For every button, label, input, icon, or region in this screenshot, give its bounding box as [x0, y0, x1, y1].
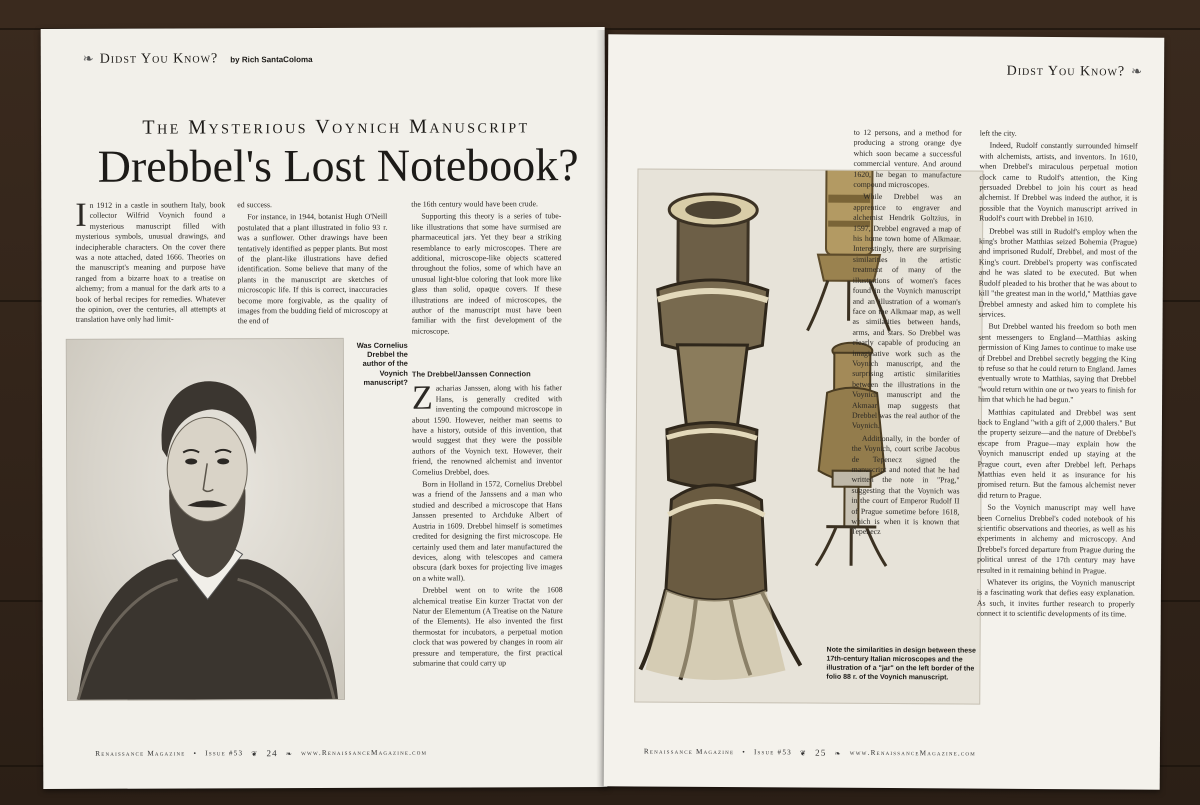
footer-url: www.RenaissanceMagazine.com: [301, 748, 428, 758]
section-title: Didst You Know?: [99, 51, 219, 67]
text-column-3: [411, 199, 561, 339]
footer-issue: Issue #53: [205, 749, 244, 758]
paragraph: In 1912 in a castle in southern Italy, book collector Wilfrid Voynich found a mysterious manuscript filled with mysterious symbols, unusual drawings, and indecipherable characters. On the cover there was a note attached, dated 1666. Theories on the manuscript's meaning and purpose have ranged from a bizarre hoax to a treatise on alchemy; from a manual for the dark arts to a book of herbal recipes for remedies. Whatever the opinion, over the centuries, all attempts at translation have only had limit-: [75, 196, 226, 325]
article-headline: Drebbel's Lost Notebook?: [97, 139, 579, 192]
scroll-ornament-icon: ❧: [82, 50, 94, 66]
footer-issue: Issue #53: [753, 748, 792, 757]
leaf-ornament-icon: ❧: [834, 749, 842, 758]
paragraph: to 12 persons, and a method for producing a strong orange dye which soon became a successful commercial venture. And around 1620, he began to manufacture compound microscopes.: [853, 127, 962, 190]
scroll-ornament-icon: ❧: [1131, 63, 1143, 79]
page-number: 24: [266, 748, 278, 759]
leaf-ornament-icon: ❧: [285, 749, 294, 758]
portrait-engraving: [67, 339, 344, 700]
paragraph: Drebbel went on to write the 1608 alchemical treatise Ein kurzer Tractat von der Natur der Elementum (A Treatise on the Nature of the Elements). He also invented the first thermostat for incubators, a perpetual motion clock that was powered by changes in room air pressure and temperature, the first practical submarine that could carry up: [412, 585, 563, 668]
drebbel-portrait: [66, 338, 345, 701]
text-column-3b: [412, 365, 563, 671]
paragraph: Drebbel was still in Rudolf's employ when the king's brother Matthias seized Bohemia (Prague) and imprisoned Rudolf, Drebbel, and most of the King's court. Drebbel's property was confiscated and he was slated to be executed. But when Rudolf pleaded to his brother that he was about to kill "the greatest man in the world," Matthias gave Drebbel amnesty and asked him to complete his services.: [978, 226, 1138, 319]
image-caption: Note the similarities in design between these 17th-century Italian microscopes and the illustration of a "jar" on the left border of the folio 88 r. of the Voynich manuscript.: [826, 646, 976, 682]
paragraph: left the city.: [979, 128, 1017, 138]
paragraph: So the Voynich manuscript may well have been Cornelius Drebbel's coded notebook of his scientific observations and theories, as well as his experiments in alchemy and microscopy. And Drebbel's forced departure from Prague during the political unrest of the 17th century may have resulted in it remaining behind in Prague.: [977, 502, 1136, 576]
portrait-caption: Was Cornelius Drebbel the author of the Voynich manuscript?: [356, 340, 408, 387]
drop-cap: I: [75, 196, 87, 234]
paragraph: While Drebbel was an apprentice to engraver and alchemist Hendrik Goltzius, in 1597, Drebbel engraved a map of his home town home of Alkmaar. Interestingly, there are surprising similarities in the artistic treatment of many of the illustrations of women's faces found in the Voynich manuscript and an illustration of a woman's face on the Alkmaar map, as well as similarities between hands, arms, and stars. So Drebbel was clearly capable of producing an imaginative work such as the Voynich manuscript, and the surprising artistic similarities between the illustrations in the Voynich manuscript and the Akmaar map suggests that Drebbel was the real author of the Voynich.: [851, 192, 962, 431]
paragraph: Indeed, Rudolf constantly surrounded himself with alchemists, artists, and inventors. In 1610, when Drebbel's miraculous perpetual motion clock came to Rudolf's attention, the King persuaded Drebbel to join his court as head alchemist. If Drebbel was indeed the author, it is possible that the Voynich manuscript arrived in Rudolf's court with Drebbel in 1610.: [979, 141, 1138, 224]
page-number: 25: [815, 747, 827, 758]
drop-cap: Z: [411, 380, 433, 418]
paragraph: Zacharias Janssen, along with his father Hans, is generally credited with inventing the compound microscope in about 1590. However, neither man seems to have a history, outside of this invention, that would suggest that they were the possible authors of the Voynich text. However, their friend, the renowned alchemist and inventor Cornelius Drebbel, does.: [411, 380, 563, 477]
paragraph: Born in Holland in 1572, Cornelius Drebbel was a friend of the Janssens and a man who studied and described a microscope that Hans Janssen presented to Archduke Albert of Austria in 1609. Drebbel himself is sometimes credited for designing the first microscope. He certainly used them and later manufactured the devices, along with telescopes and camera obscura (dark boxes for projecting live images on a white wall).: [412, 479, 563, 583]
right-page: [604, 34, 1165, 789]
article-kicker: The Mysterious Voynich Manuscript: [142, 115, 530, 139]
section-title: Didst You Know?: [1006, 63, 1126, 80]
section-subhead: The Drebbel/Janssen Connection: [411, 369, 531, 379]
bullet-icon: •: [742, 748, 746, 757]
page-footer: [644, 747, 976, 759]
footer-magazine: Renaissance Magazine: [643, 747, 735, 757]
section-header: [1007, 63, 1143, 81]
leaf-ornament-icon: ❦: [799, 748, 808, 758]
paragraph: ed success.: [237, 200, 272, 210]
paragraph: Additionally, in the border of the Voynich, court scribe Jacobus de Tepenecz signed the manuscript and noted that he had written the note in "Prag," suggesting that the Voynich was in the court of Emperor Rudolf II of Prague sometime before 1618, which is when it is known that Tepenecz: [851, 433, 960, 537]
text-column-5: [977, 129, 1138, 623]
paragraph: But Drebbel wanted his freedom so both men sent messengers to England—Matthias asking permission of King James to continue to make use of Drebbel and Drebbel secretly begging the King to refuse so that he could return to England. James eventually wrote to Matthias, saying that Drebbel "would return within one or two years to finish for him that which he had begun.": [978, 321, 1137, 405]
footer-url: www.RenaissanceMagazine.com: [849, 748, 976, 758]
bullet-icon: •: [193, 749, 198, 758]
paragraph: the 16th century would have been crude.: [411, 199, 538, 209]
paragraph: Supporting this theory is a series of tube-like illustrations that some have surmised are pharmaceutical jars. Yet they bear a striking resemblance to early microscopes. There are additional, microscope-like objects scattered throughout the folios, some of which have an unusual light-blue coloring that look more like glass than solid, opaque covers. If these illustrations are indeed of microscopes, the author of the manuscript must have been familiar with the first development of the microscope.: [411, 211, 562, 336]
footer-magazine: Renaissance Magazine: [95, 749, 186, 758]
section-header: [83, 50, 313, 68]
left-page: [41, 27, 608, 789]
text-column-4: [851, 128, 962, 540]
page-footer: [95, 748, 427, 759]
paragraph: Matthias capitulated and Drebbel was sent back to England "with a gift of 2,000 thalers." But the property seizure—and the nature of Drebbel's escape from Prague—may explain how the Voynich manuscript ended up staying at the Prague court, even after Drebbel left. Perhaps Matthias even held it as insurance for his promised return. But the famous alchemist never did return to Prague.: [977, 407, 1137, 500]
leaf-ornament-icon: ❦: [251, 749, 259, 758]
text-column-2: [237, 200, 387, 329]
text-column-1: [75, 196, 226, 327]
byline: by Rich SantaColoma: [230, 55, 313, 65]
paragraph: Whatever its origins, the Voynich manuscript is a fascinating work that defies easy explanation. As such, it invites further research to properly connect it to scientific developments of its time.: [976, 577, 1135, 619]
paragraph: For instance, in 1944, botanist Hugh O'Neill postulated that a plant illustrated in folio 93 r. was a sunflower. Other drawings have been tentatively identified as pepper plants. But most of the plant-like illustrations have defied identification. Some believe that many of the plants in the manuscript are sketches of microscopic life. If this is correct, inaccuracies become more forgivable, as the quality of images from the budding field of microscopy at the end of: [237, 212, 388, 326]
